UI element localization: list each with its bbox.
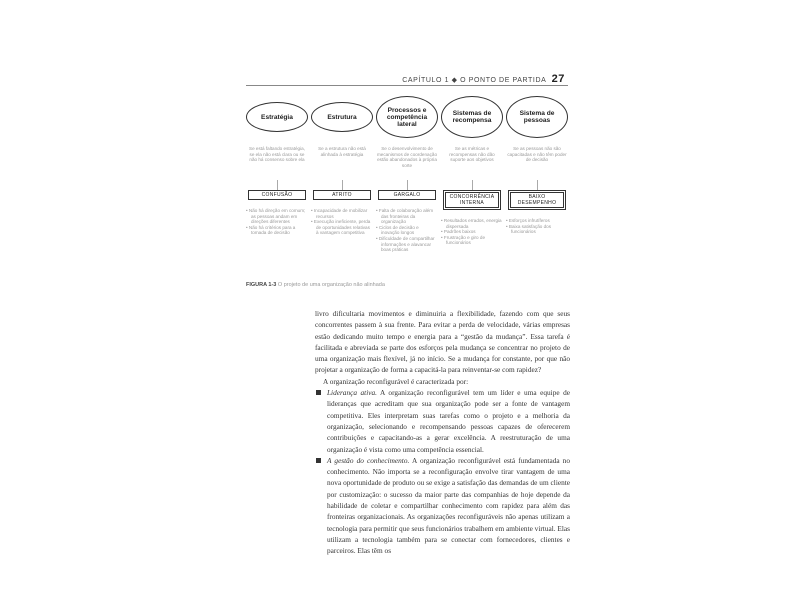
consequence-list [441, 218, 503, 246]
list-item: • Execução ineficiente, perda de oportunidades relativas à vantagem competitiva [311, 219, 373, 236]
item-term: Liderança ativa. [327, 388, 377, 398]
ellipse-rewards: Sistemas de recompensa [441, 96, 503, 138]
description-strategy: Se está faltando estratégia, se ela não está clara ou se não há consenso sobre ela [249, 146, 305, 163]
paragraph: A organização reconfigurável é caracterizada por: [323, 376, 469, 386]
caption-label: FIGURA 1-3 [246, 282, 277, 288]
ellipse-structure: Estrutura [311, 102, 373, 132]
consequence-list [246, 208, 308, 236]
column-structure [311, 96, 373, 236]
column-people [506, 96, 568, 235]
list-item: • Ciclos de decisão e inovação longos [376, 225, 438, 236]
outcome-confusion: CONFUSÃO [248, 190, 306, 200]
running-header [402, 73, 565, 85]
list-item: • Frustração e giro de funcionários [441, 235, 503, 246]
item-text: A organização reconfigurável tem um líder e uma equipe de lideranças que acreditam que sua organização pode ser a fonte de vantagem competitiva. Eles interpretam suas tarefas como o projeto e a melhoria da organização, selecionando e recompensando pessoas capazes de oferecerem contribuições e capacitando-as a gerar excelência. A reestruturação de uma organização é vista como uma competência essencial. [327, 388, 570, 454]
paragraph: livro dificultaria movimentos e diminuiria a flexibilidade, fazendo com que seus concorrentes passem à sua frente. Para evitar a perda de velocidade, várias empresas estão dedicando muito tempo e energia para a “gestão da mudança”. Essa tarefa é facilitada e abreviada se parte dos esforços pela mudança se concentrar no projeto de uma organização mais flexível, já no início. Se a mudança for constante, por que não projetar a organização de forma a capacitá-la para reinventar-se com rapidez? [315, 309, 570, 375]
description-processes: Se o desenvolvimento de mecanismos de coordenação estão abandonados à própria sorte [376, 146, 437, 168]
ellipse-strategy: Estratégia [246, 102, 308, 132]
ellipse-processes: Processos e competência lateral [376, 96, 438, 138]
figure-1-3 [246, 96, 568, 286]
connector [537, 180, 538, 190]
chapter-title: CAPÍTULO 1 ◆ O PONTO DE PARTIDA [402, 77, 547, 84]
list-item: • Não há critérios para a tomada de decisão [246, 225, 308, 236]
body-text [315, 308, 570, 557]
description-structure: Se a estrutura não está alinhada à estratégia [318, 146, 366, 157]
connector [407, 180, 408, 190]
page-number: 27 [551, 73, 565, 85]
connector [277, 180, 278, 190]
consequence-list [506, 218, 568, 235]
connector [342, 180, 343, 190]
description-rewards: Se as métricas e recompensas não dão suporte aos objetivos [449, 146, 495, 163]
consequence-list [311, 208, 373, 236]
list-item: • Falta de colaboração além das fronteiras da organização [376, 208, 438, 225]
list-item [315, 455, 570, 557]
outcome-bottleneck: GARGALO [378, 190, 436, 200]
item-text: A organização reconfigurável está fundamentada no conhecimento. Não importa se a reconfiguração envolve tirar vantagem de uma nova oportunidade de produto ou se exige a satisfação das demandas de um cliente por customização: o sucesso da maior parte das companhias de hoje depende da habilidade de coletar e compartilhar conhecimento com rapidez para além das fronteiras organizacionais. As organizações reconfiguráveis não apenas utilizam a tecnologia para permitir que seus funcionários trabalhem em ambiente virtual. Elas utilizam a tecnologia também para se conectar com fornecedores, clientes e parceiros. Elas têm os [327, 455, 570, 556]
bullet-square-icon [316, 458, 321, 463]
list-item: • Baixa satisfação dos funcionários [506, 224, 568, 235]
outcome-label: CONCORRÊNCIA INTERNA [445, 192, 499, 208]
list-item: • Padrões baixos [441, 229, 503, 235]
column-processes [376, 96, 438, 253]
description-people: Se as pessoas não são capacitadas e não têm poder de decisão [507, 146, 567, 163]
list-item: • Esforços infrutíferos [506, 218, 568, 224]
list-item [315, 387, 570, 455]
connector [472, 180, 473, 190]
outcome-friction: ATRITO [313, 190, 371, 200]
header-rule [246, 85, 568, 86]
list-item: • Dificuldade de compartilhar informações e alavancar boas práticas [376, 236, 438, 253]
outcome-label: BAIXO DESEMPENHO [510, 192, 564, 208]
consequence-list [376, 208, 438, 253]
list-item: • Resultados errados, energia dispersada [441, 218, 503, 229]
column-rewards [441, 96, 503, 246]
caption-text: O projeto de uma organização não alinhada [277, 282, 385, 288]
item-term: A gestão do conhecimento. [327, 455, 410, 465]
list-item: • Não há direção em comum; as pessoas andam em direções diferentes [246, 208, 308, 225]
list-item: • Incapacidade de mobilizar recursos [311, 208, 373, 219]
figure-caption [246, 282, 385, 288]
ellipse-people: Sistema de pessoas [506, 96, 568, 138]
outcome-low-performance [508, 190, 566, 210]
outcome-internal-competition [443, 190, 501, 210]
bullet-square-icon [316, 390, 321, 395]
column-strategy [246, 96, 308, 236]
